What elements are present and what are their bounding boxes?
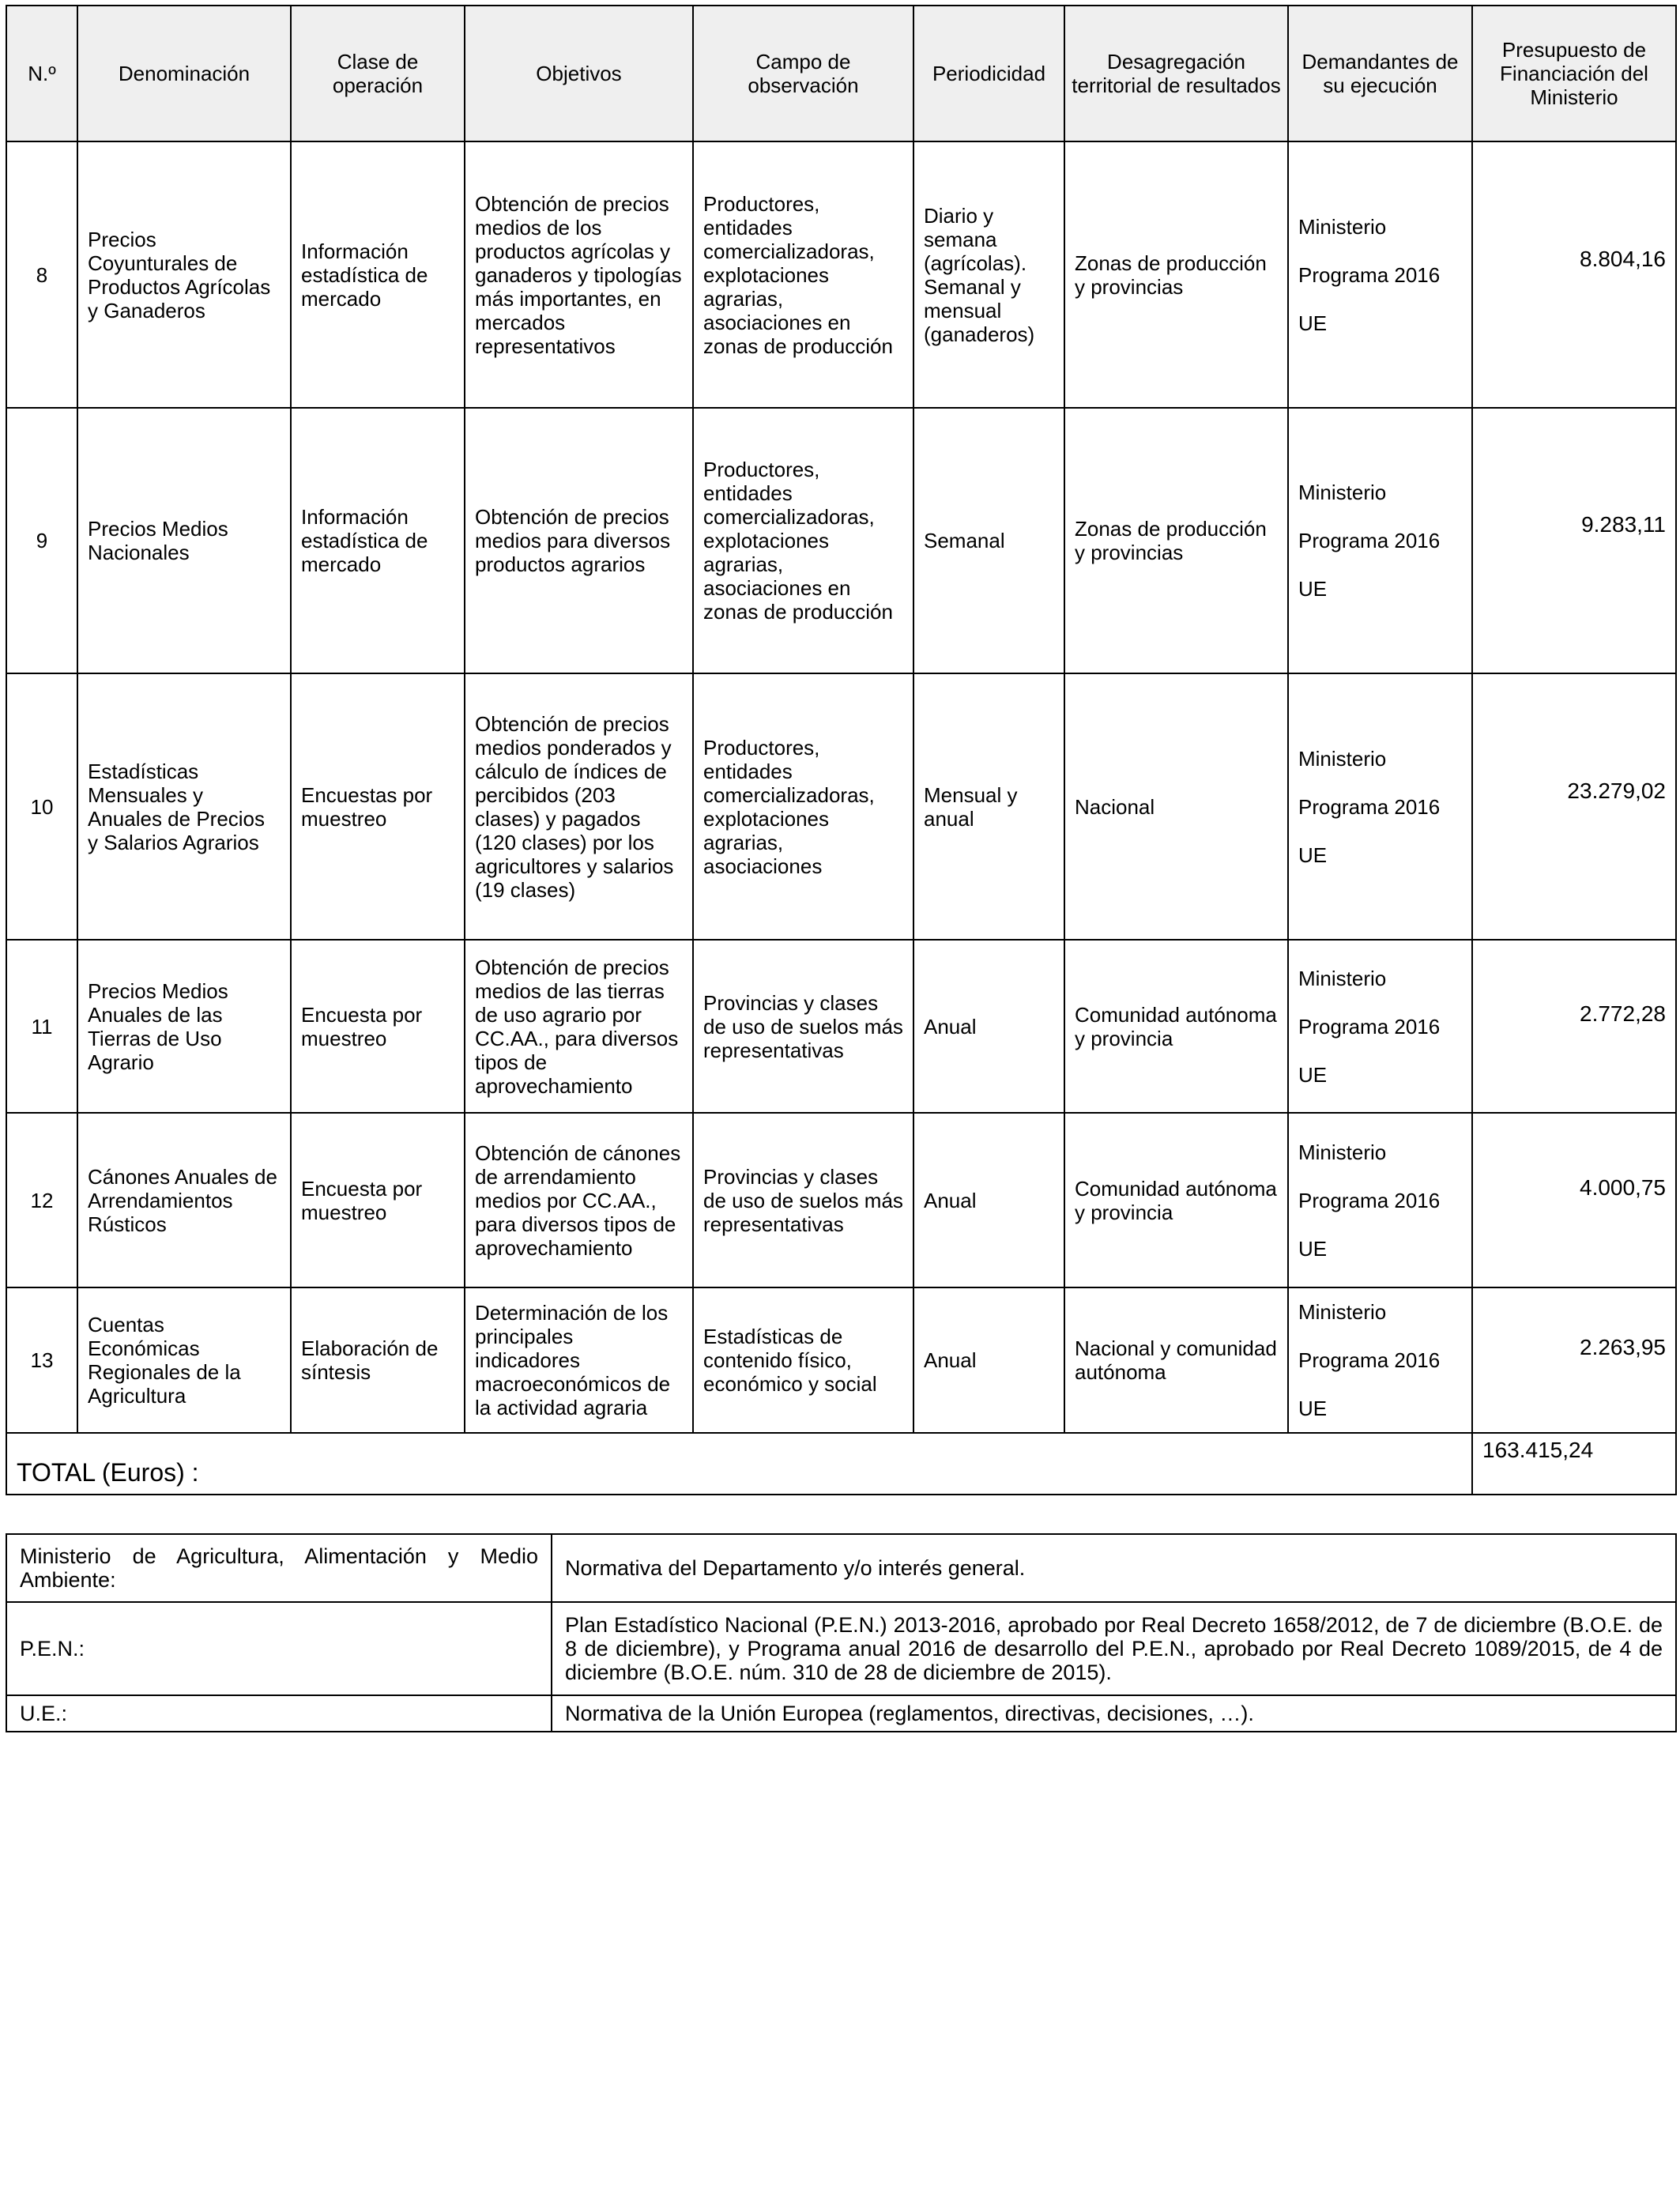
cell-demandantes	[1288, 1287, 1472, 1433]
demandante-item: Ministerio	[1298, 1300, 1387, 1324]
cell-num: 13	[6, 1287, 77, 1433]
demandante-item: Ministerio	[1298, 214, 1387, 239]
cell-objetivos: Obtención de precios medios ponderados y cálculo de índices de percibidos (203 clases) y pagados (120 clases) por los agricultores y salarios (19 clases)	[465, 673, 693, 940]
cell-demandantes	[1288, 940, 1472, 1113]
demandante-item: UE	[1298, 843, 1328, 867]
cell-objetivos: Determinación de los principales indicadores macroeconómicos de la actividad agraria	[465, 1287, 693, 1433]
budget-value: 9.283,11	[1581, 512, 1666, 537]
cell-periodicidad: Anual	[913, 940, 1064, 1113]
demandante-item: Programa 2016	[1298, 1348, 1441, 1372]
cell-demandantes	[1288, 408, 1472, 673]
cell-presupuesto	[1472, 940, 1676, 1113]
cell-num: 12	[6, 1113, 77, 1287]
cell-clase: Información estadística de mercado	[291, 141, 465, 408]
cell-num: 8	[6, 141, 77, 408]
table-row	[6, 673, 1676, 940]
cell-clase: Encuestas por muestreo	[291, 673, 465, 940]
cell-presupuesto	[1472, 141, 1676, 408]
cell-desagregacion: Comunidad autónoma y provincia	[1064, 1113, 1288, 1287]
legend-key: P.E.N.:	[6, 1602, 552, 1695]
cell-denominacion: Estadísticas Mensuales y Anuales de Precios y Salarios Agrarios	[77, 673, 291, 940]
header-objetivos: Objetivos	[465, 6, 693, 141]
demandante-item: Programa 2016	[1298, 262, 1441, 287]
total-label: TOTAL (Euros) :	[17, 1458, 199, 1487]
table-row	[6, 408, 1676, 673]
demandante-item: UE	[1298, 1062, 1328, 1087]
cell-desagregacion: Nacional y comunidad autónoma	[1064, 1287, 1288, 1433]
total-row	[6, 1433, 1676, 1495]
demandante-item: Ministerio	[1298, 1140, 1387, 1164]
demandante-item: Ministerio	[1298, 966, 1387, 990]
cell-desagregacion: Comunidad autónoma y provincia	[1064, 940, 1288, 1113]
cell-campo: Provincias y clases de uso de suelos más representativas	[693, 940, 913, 1113]
header-denominacion: Denominación	[77, 6, 291, 141]
cell-denominacion: Precios Coyunturales de Productos Agrícolas y Ganaderos	[77, 141, 291, 408]
header-desagregacion: Desagregación territorial de resultados	[1064, 6, 1288, 141]
header-campo: Campo de observación	[693, 6, 913, 141]
header-clase: Clase de operación	[291, 6, 465, 141]
table-row	[6, 1287, 1676, 1433]
demandante-item: Ministerio	[1298, 481, 1387, 504]
cell-campo: Productores, entidades comercializadoras, explotaciones agrarias, asociaciones en zonas de producción	[693, 408, 913, 673]
demandante-item: Programa 2016	[1298, 529, 1441, 552]
cell-clase: Información estadística de mercado	[291, 408, 465, 673]
cell-demandantes	[1288, 141, 1472, 408]
demandante-item: UE	[1298, 1236, 1328, 1261]
cell-num: 9	[6, 408, 77, 673]
header-row	[6, 6, 1676, 141]
operations-table	[6, 5, 1677, 1495]
cell-presupuesto	[1472, 408, 1676, 673]
budget-value: 23.279,02	[1567, 778, 1666, 803]
cell-periodicidad: Anual	[913, 1287, 1064, 1433]
legend-table	[6, 1533, 1677, 1732]
cell-denominacion: Cánones Anuales de Arrendamientos Rústicos	[77, 1113, 291, 1287]
cell-desagregacion: Zonas de producción y provincias	[1064, 408, 1288, 673]
demandante-item: UE	[1298, 1397, 1328, 1420]
cell-demandantes	[1288, 1113, 1472, 1287]
cell-clase: Elaboración de síntesis	[291, 1287, 465, 1433]
demandante-item: Programa 2016	[1298, 794, 1441, 819]
demandante-item: UE	[1298, 311, 1328, 335]
total-label-cell	[6, 1433, 1472, 1495]
cell-clase: Encuesta por muestreo	[291, 940, 465, 1113]
cell-clase: Encuesta por muestreo	[291, 1113, 465, 1287]
cell-objetivos: Obtención de cánones de arrendamiento medios por CC.AA., para diversos tipos de aprovechamiento	[465, 1113, 693, 1287]
cell-periodicidad: Semanal	[913, 408, 1064, 673]
cell-denominacion: Precios Medios Anuales de las Tierras de Uso Agrario	[77, 940, 291, 1113]
table-row	[6, 141, 1676, 408]
legend-value: Normativa de la Unión Europea (reglamentos, directivas, decisiones, …).	[552, 1695, 1676, 1732]
cell-campo: Estadísticas de contenido físico, económico y social	[693, 1287, 913, 1433]
cell-campo: Provincias y clases de uso de suelos más representativas	[693, 1113, 913, 1287]
legend-value: Plan Estadístico Nacional (P.E.N.) 2013-2016, aprobado por Real Decreto 1658/2012, de 7 de diciembre (B.O.E. de 8 de diciembre), y Programa anual 2016 de desarrollo del P.E.N., aprobado por Real Decreto 1089/2015, de 4 de diciembre (B.O.E. núm. 310 de 28 de diciembre de 2015).	[552, 1602, 1676, 1695]
legend-value: Normativa del Departamento y/o interés general.	[552, 1534, 1676, 1602]
cell-campo: Productores, entidades comercializadoras, explotaciones agrarias, asociaciones	[693, 673, 913, 940]
cell-denominacion: Cuentas Económicas Regionales de la Agricultura	[77, 1287, 291, 1433]
legend-row	[6, 1695, 1676, 1732]
cell-objetivos: Obtención de precios medios para diversos productos agrarios	[465, 408, 693, 673]
cell-presupuesto	[1472, 673, 1676, 940]
cell-desagregacion: Zonas de producción y provincias	[1064, 141, 1288, 408]
cell-denominacion: Precios Medios Nacionales	[77, 408, 291, 673]
budget-value: 2.772,28	[1580, 1001, 1666, 1026]
cell-desagregacion: Nacional	[1064, 673, 1288, 940]
demandante-item: Programa 2016	[1298, 1014, 1441, 1039]
header-num: N.º	[6, 6, 77, 141]
cell-objetivos: Obtención de precios medios de las tierras de uso agrario por CC.AA., para diversos tipos de aprovechamiento	[465, 940, 693, 1113]
cell-num: 10	[6, 673, 77, 940]
budget-value: 4.000,75	[1580, 1174, 1666, 1200]
total-value: 163.415,24	[1472, 1433, 1676, 1495]
cell-demandantes	[1288, 673, 1472, 940]
header-periodicidad: Periodicidad	[913, 6, 1064, 141]
header-presupuesto: Presupuesto de Financiación del Ministerio	[1472, 6, 1676, 141]
cell-presupuesto	[1472, 1113, 1676, 1287]
cell-periodicidad: Anual	[913, 1113, 1064, 1287]
cell-periodicidad: Diario y semana (agrícolas). Semanal y mensual (ganaderos)	[913, 141, 1064, 408]
demandante-item: Programa 2016	[1298, 1188, 1441, 1212]
table-row	[6, 1113, 1676, 1287]
cell-periodicidad: Mensual y anual	[913, 673, 1064, 940]
legend-row	[6, 1602, 1676, 1695]
cell-campo: Productores, entidades comercializadoras, explotaciones agrarias, asociaciones en zonas de producción	[693, 141, 913, 408]
cell-objetivos: Obtención de precios medios de los productos agrícolas y ganaderos y tipologías más importantes, en mercados representativos	[465, 141, 693, 408]
legend-key: Ministerio de Agricultura, Alimentación y Medio Ambiente:	[6, 1534, 552, 1602]
legend-key: U.E.:	[6, 1695, 552, 1732]
table-row	[6, 940, 1676, 1113]
budget-value: 8.804,16	[1580, 246, 1666, 271]
budget-value: 2.263,95	[1580, 1335, 1666, 1359]
cell-presupuesto	[1472, 1287, 1676, 1433]
demandante-item: UE	[1298, 577, 1328, 601]
cell-num: 11	[6, 940, 77, 1113]
header-demandantes: Demandantes de su ejecución	[1288, 6, 1472, 141]
demandante-item: Ministerio	[1298, 746, 1387, 771]
legend-row	[6, 1534, 1676, 1602]
